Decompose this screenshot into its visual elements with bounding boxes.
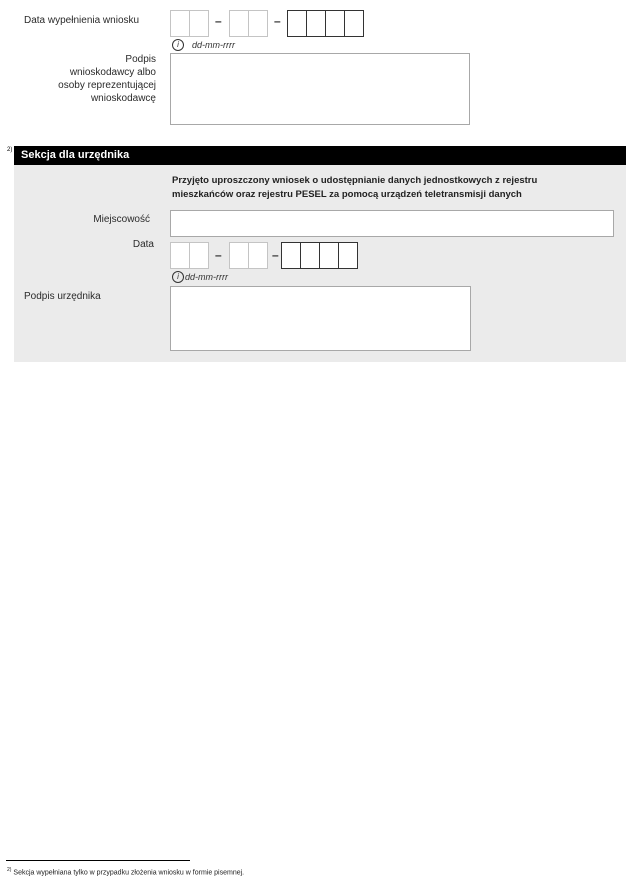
applicant-date-day[interactable]	[170, 10, 209, 37]
date-digit-box[interactable]	[189, 10, 209, 37]
signature-label-line: osoby reprezentującej	[58, 80, 156, 91]
official-statement: Przyjęto uproszczony wniosek o udostępnianie danych jednostkowych z rejestru mieszkańców oraz rejestru PESEL za pomocą urządzeń teletransmisji danych	[172, 175, 538, 200]
date-digit-box[interactable]	[170, 242, 189, 269]
official-date-label: Data	[132, 239, 154, 250]
signature-label-line: wnioskodawcy albo	[69, 67, 156, 78]
date-digit-box[interactable]	[248, 242, 268, 269]
date-separator: –	[272, 248, 279, 262]
date-format-hint: dd-mm-rrrr	[192, 40, 235, 50]
footnote-marker: 2)	[7, 867, 12, 873]
date-digit-box[interactable]	[248, 10, 268, 37]
date-digit-box[interactable]	[300, 242, 319, 269]
date-digit-box[interactable]	[325, 10, 344, 37]
date-digit-box[interactable]	[189, 242, 209, 269]
official-signature-box[interactable]	[170, 286, 471, 351]
date-separator: –	[215, 14, 222, 28]
date-format-hint: dd-mm-rrrr	[185, 272, 228, 282]
applicant-date-label: Data wypełnienia wniosku	[24, 15, 140, 26]
date-digit-box[interactable]	[344, 10, 364, 37]
date-digit-box[interactable]	[229, 10, 248, 37]
official-signature-label: Podpis urzędnika	[24, 291, 101, 302]
date-separator: –	[274, 14, 281, 28]
official-section-title: Sekcja dla urzędnika	[14, 146, 626, 165]
applicant-signature-label	[20, 53, 156, 105]
footnote-divider	[6, 860, 190, 861]
place-label: Miejscowość	[93, 214, 150, 225]
applicant-date-year[interactable]	[287, 10, 364, 37]
signature-label-line: Podpis	[125, 54, 156, 65]
official-date-year[interactable]	[281, 242, 358, 269]
date-digit-box[interactable]	[170, 10, 189, 37]
date-digit-box[interactable]	[281, 242, 300, 269]
signature-label-line: wnioskodawcę	[90, 93, 156, 104]
info-icon: i	[172, 271, 184, 283]
date-digit-box[interactable]	[338, 242, 358, 269]
footnote	[7, 867, 244, 876]
date-digit-box[interactable]	[306, 10, 325, 37]
date-digit-box[interactable]	[319, 242, 338, 269]
official-date-hint	[172, 271, 228, 283]
date-separator: –	[215, 248, 222, 262]
date-digit-box[interactable]	[229, 242, 248, 269]
footnote-text: Sekcja wypełniana tylko w przypadku złożenia wniosku w formie pisemnej.	[13, 869, 245, 877]
applicant-date-hint	[172, 39, 235, 51]
official-date-month[interactable]	[229, 242, 268, 269]
info-icon: i	[172, 39, 184, 51]
applicant-date-month[interactable]	[229, 10, 268, 37]
place-input[interactable]	[170, 210, 614, 237]
applicant-signature-box[interactable]	[170, 53, 470, 125]
date-digit-box[interactable]	[287, 10, 306, 37]
section-footnote-marker: 2)	[7, 147, 13, 153]
official-date-day[interactable]	[170, 242, 209, 269]
